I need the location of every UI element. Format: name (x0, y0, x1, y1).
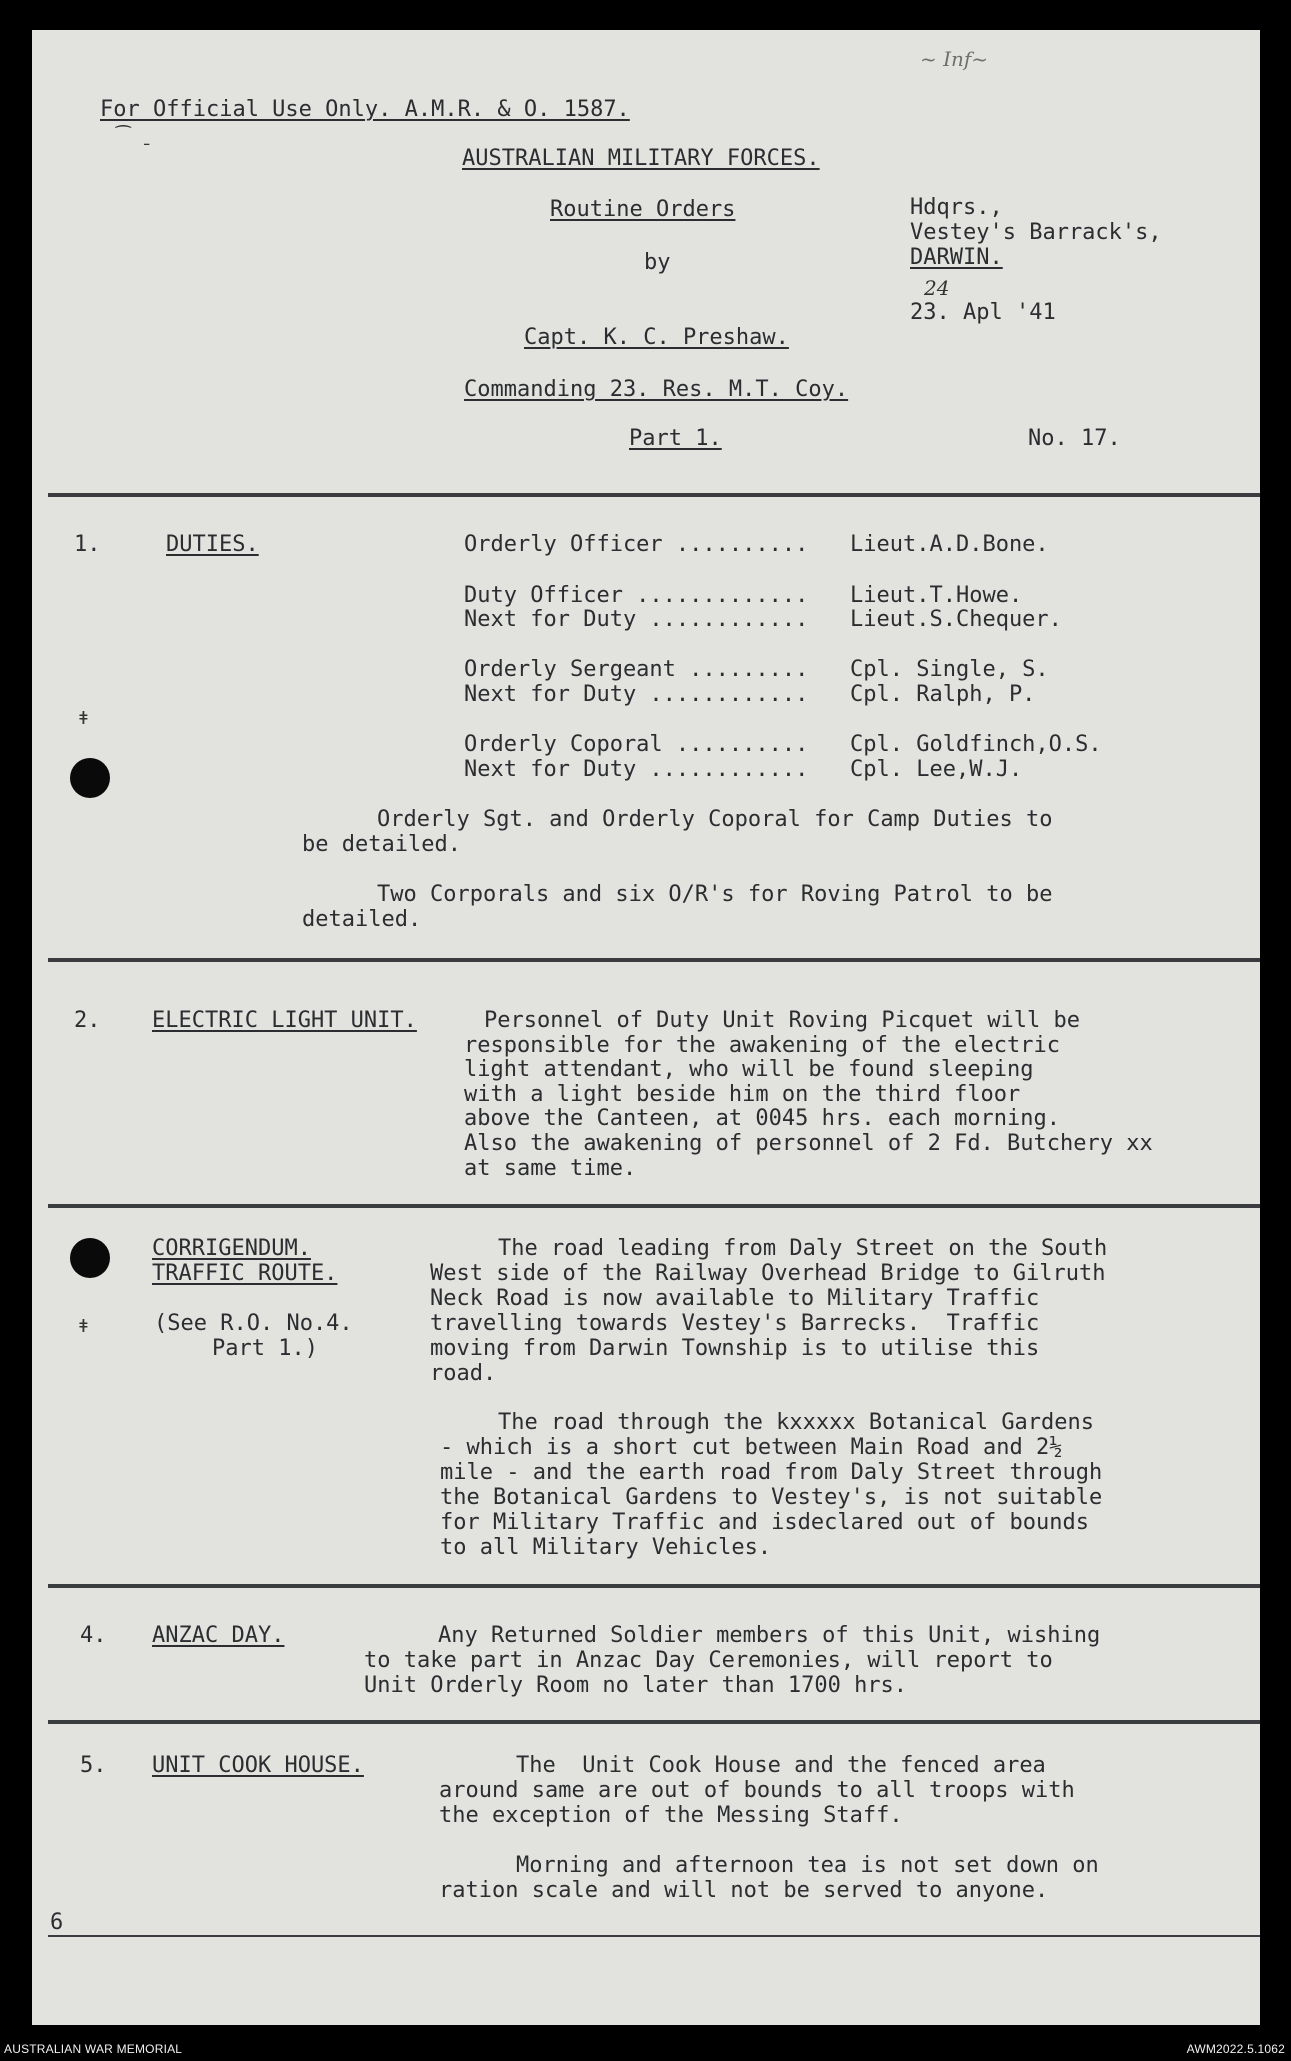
duty-name: Cpl. Lee,W.J. (850, 757, 1023, 782)
duty-role: Duty Officer ............. (464, 583, 809, 608)
corrigendum-line: The road through the kxxxxx Botanical Gardens (498, 1410, 1095, 1435)
corrigendum-line: Neck Road is now available to Military Traffic (430, 1286, 1040, 1311)
footer-archive-name: AUSTRALIAN WAR MEMORIAL (4, 2042, 183, 2056)
hq-line-2: Vestey's Barrack's, (910, 220, 1162, 245)
duty-role: Orderly Coporal .......... (464, 732, 809, 757)
electric-line: responsible for the awakening of the electric (464, 1033, 1061, 1058)
document-title: Routine Orders (550, 197, 736, 222)
corrigendum-line: the Botanical Gardens to Vestey's, is not suitable (440, 1485, 1103, 1510)
section-2-number: 2. (74, 1008, 101, 1033)
top-scrawl: ~ Inf~ (920, 47, 989, 71)
section-1-number: 1. (74, 532, 101, 557)
duties-paragraph-1-cont: be detailed. (302, 832, 461, 857)
corrigendum-line: to all Military Vehicles. (440, 1535, 772, 1560)
anzac-line: Any Returned Soldier members of this Unit, wishing (438, 1623, 1101, 1648)
electric-line: Personnel of Duty Unit Roving Picquet will be (484, 1008, 1081, 1033)
section-4-heading: ANZAC DAY. (152, 1623, 285, 1648)
duty-role: Next for Duty ............ (464, 607, 809, 632)
electric-line: Also the awakening of personnel of 2 Fd. Butchery xx (464, 1131, 1153, 1156)
duty-name: Cpl. Ralph, P. (850, 682, 1036, 707)
bottom-rule (48, 1935, 1260, 1937)
document-page (32, 30, 1260, 2025)
duties-paragraph-2-cont: detailed. (302, 907, 422, 932)
corrigendum-line: West side of the Railway Overhead Bridge to Gilruth (430, 1261, 1106, 1286)
duty-role: Orderly Sergeant ......... (464, 657, 809, 682)
cookhouse-line: the exception of the Messing Staff. (439, 1803, 903, 1828)
section-5-heading: UNIT COOK HOUSE. (152, 1753, 364, 1778)
section-rule (48, 958, 1260, 962)
electric-line: with a light beside him on the third floor (464, 1082, 1021, 1107)
footer-reference: AWM2022.5.1062 (1186, 2042, 1285, 2056)
page-number: 6 (50, 1910, 64, 1935)
section-1-heading: DUTIES. (166, 532, 259, 557)
hq-line-3: DARWIN. (910, 245, 1003, 270)
anzac-line: Unit Orderly Room no later than 1700 hrs. (364, 1673, 908, 1698)
section-5-number: 5. (80, 1753, 107, 1778)
corrigendum-line: for Military Traffic and isdeclared out of bounds (440, 1510, 1090, 1535)
corrigendum-line: moving from Darwin Township is to utilise this (430, 1336, 1040, 1361)
corrigendum-line: mile - and the earth road from Daly Street through (440, 1460, 1103, 1485)
hq-line-1: Hdqrs., (910, 195, 1003, 220)
part-label: Part 1. (629, 426, 722, 451)
order-number: No. 17. (1028, 426, 1121, 451)
punch-hole (70, 758, 110, 798)
margin-mark: ǂ (78, 1316, 89, 1337)
organisation-title: AUSTRALIAN MILITARY FORCES. (462, 146, 820, 171)
cookhouse-line: ration scale and will not be served to anyone. (439, 1878, 1049, 1903)
corrigendum-line: - which is a short cut between Main Road and 2½ (440, 1435, 1063, 1460)
punch-hole (70, 1238, 110, 1278)
corrigendum-heading: CORRIGENDUM. (152, 1236, 311, 1261)
section-2-heading: ELECTRIC LIGHT UNIT. (152, 1008, 417, 1033)
electric-line: light attendant, who will be found sleeping (464, 1057, 1034, 1082)
cookhouse-line: The Unit Cook House and the fenced area (516, 1753, 1046, 1778)
duty-name: Lieut.S.Chequer. (850, 607, 1062, 632)
corrigendum-line: The road leading from Daly Street on the South (498, 1236, 1108, 1261)
section-4-number: 4. (80, 1623, 107, 1648)
duty-role: Orderly Officer .......... (464, 532, 809, 557)
section-rule (48, 1204, 1260, 1208)
duty-name: Cpl. Single, S. (850, 657, 1049, 682)
anzac-line: to take part in Anzac Day Ceremonies, will report to (364, 1648, 1053, 1673)
restriction-line: For Official Use Only. A.M.R. & O. 1587. (100, 97, 630, 122)
corrigendum-reference: (See R.O. No.4. (154, 1311, 353, 1336)
corrigendum-line: road. (430, 1361, 497, 1386)
date-correction: 24 (924, 276, 950, 300)
duty-name: Lieut.T.Howe. (850, 583, 1023, 608)
section-rule (48, 1720, 1260, 1724)
duty-name: Cpl. Goldfinch,O.S. (850, 732, 1102, 757)
cookhouse-line: around same are out of bounds to all troops with (439, 1778, 1075, 1803)
corrigendum-line: travelling towards Vestey's Barrecks. Traffic (430, 1311, 1040, 1336)
electric-line: at same time. (464, 1156, 637, 1181)
duties-paragraph-1: Orderly Sgt. and Orderly Coporal for Camp Duties to (377, 807, 1053, 832)
duty-role: Next for Duty ............ (464, 682, 809, 707)
header-rule (48, 493, 1260, 497)
officer-name: Capt. K. C. Preshaw. (524, 325, 789, 350)
ink-mark: ⁀ ˍ (116, 126, 153, 147)
electric-line: above the Canteen, at 0045 hrs. each morning. (464, 1106, 1061, 1131)
margin-mark: ǂ (78, 708, 89, 729)
by-label: by (644, 250, 671, 275)
duties-paragraph-2: Two Corporals and six O/R's for Roving Patrol to be (377, 882, 1053, 907)
corrigendum-reference-cont: Part 1.) (212, 1336, 318, 1361)
duty-role: Next for Duty ............ (464, 757, 809, 782)
cookhouse-line: Morning and afternoon tea is not set down on (516, 1853, 1099, 1878)
duty-name: Lieut.A.D.Bone. (850, 532, 1049, 557)
section-rule (48, 1584, 1260, 1588)
traffic-route-heading: TRAFFIC ROUTE. (152, 1261, 338, 1286)
order-date: 23. Apl '41 (910, 300, 1056, 325)
command-line: Commanding 23. Res. M.T. Coy. (464, 377, 849, 402)
